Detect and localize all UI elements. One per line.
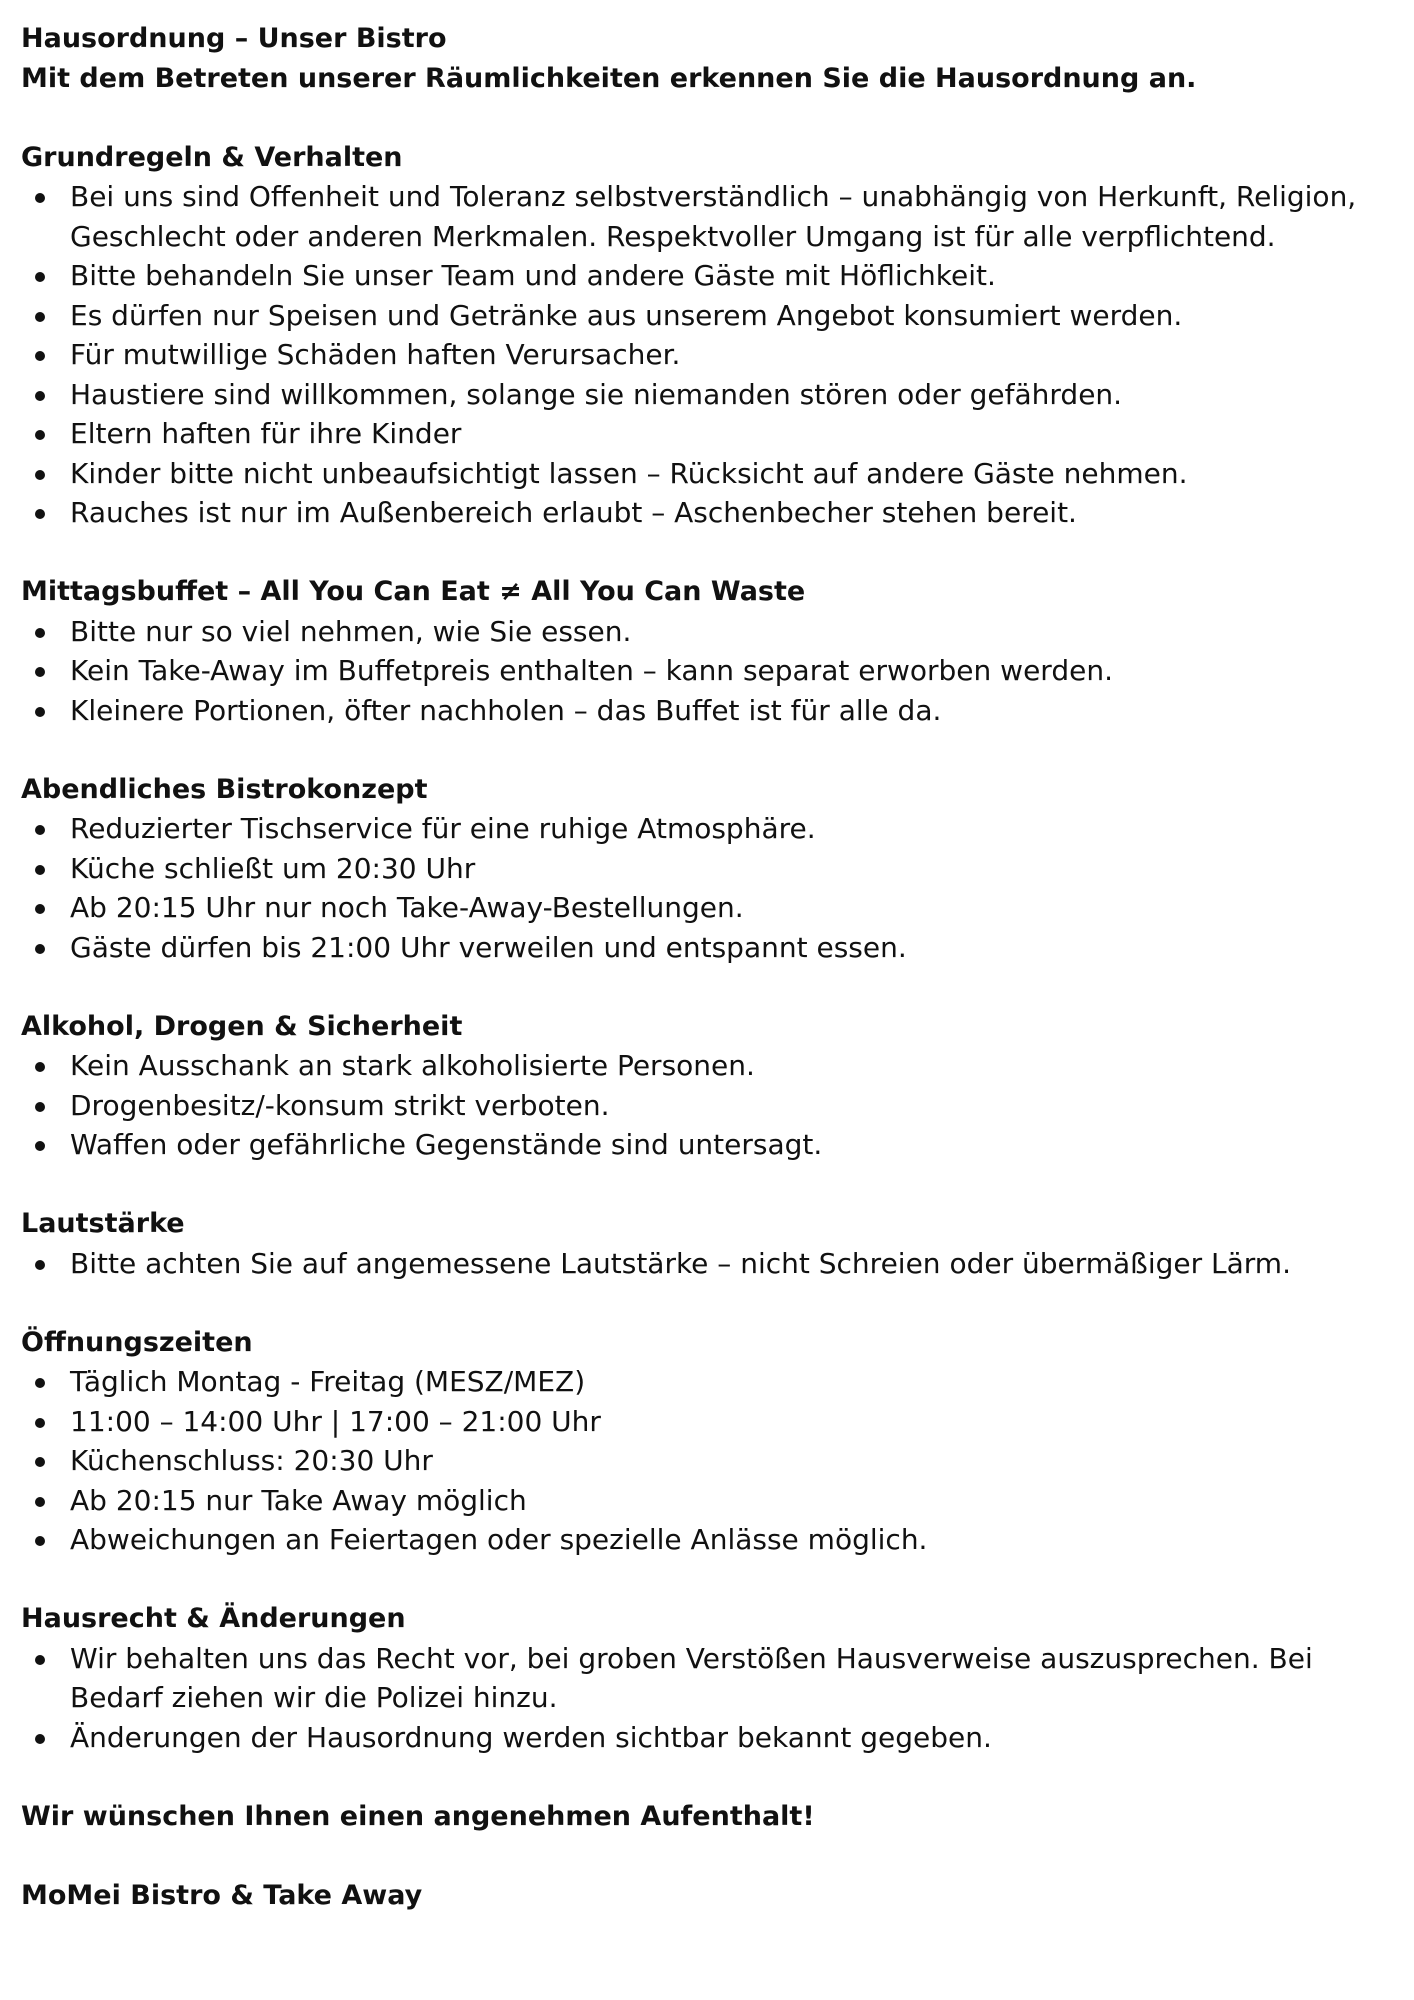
- spacer: [21, 1283, 1394, 1323]
- bullet-icon: [35, 312, 45, 322]
- section-heading: Lautstärke: [21, 1208, 185, 1239]
- list-item: Für mutwillige Schäden haften Verursacher.: [21, 335, 1394, 375]
- section-mittagsbuffet: [21, 572, 1394, 730]
- spacer: [21, 967, 1394, 1007]
- bullet-icon: [35, 1102, 45, 1112]
- list-item: Küche schließt um 20:30 Uhr: [21, 849, 1394, 889]
- section-oeffnungszeiten: [21, 1323, 1394, 1560]
- list-item: Wir behalten uns das Recht vor, bei groben Verstößen Hausverweise auszusprechen. Bei Bedarf ziehen wir die Polizei hinzu.: [21, 1639, 1405, 1718]
- section-heading: Mittagsbuffet – All You Can Eat ≠ All You Can Waste: [21, 576, 806, 607]
- rule-list: [21, 809, 1394, 967]
- signature: MoMei Bistro & Take Away: [21, 1879, 423, 1911]
- bullet-icon: [35, 1141, 45, 1151]
- bullet-icon: [35, 193, 45, 203]
- section-hausrecht: [21, 1599, 1394, 1757]
- bullet-icon: [35, 430, 45, 440]
- list-item: Waffen oder gefährliche Gegenstände sind untersagt.: [21, 1125, 1394, 1165]
- section-heading: Alkohol, Drogen & Sicherheit: [21, 1010, 463, 1042]
- bullet-icon: [35, 1457, 45, 1467]
- list-item: Kein Ausschank an stark alkoholisierte Personen.: [21, 1046, 1394, 1086]
- section-heading: Abendliches Bistrokonzept: [21, 773, 428, 805]
- spacer: [21, 730, 1394, 770]
- list-item: 11:00 – 14:00 Uhr | 17:00 – 21:00 Uhr: [21, 1402, 1394, 1442]
- rule-list: [21, 612, 1394, 731]
- list-item: Es dürfen nur Speisen und Getränke aus unserem Angebot konsumiert werden.: [21, 296, 1394, 336]
- spacer: [21, 1836, 1394, 1876]
- bullet-icon: [35, 1378, 45, 1388]
- list-item: Kein Take-Away im Buffetpreis enthalten – kann separat erworben werden.: [21, 651, 1394, 691]
- list-item: Rauches ist nur im Außenbereich erlaubt – Aschenbecher stehen bereit.: [21, 493, 1394, 533]
- list-item: Bei uns sind Offenheit und Toleranz selbstverständlich – unabhängig von Herkunft, Religion, Geschlecht oder anderen Merkmalen. Respektvoller Umgang ist für alle verpflichtend.: [21, 177, 1405, 256]
- bullet-icon: [35, 667, 45, 677]
- list-item: Abweichungen an Feiertagen oder spezielle Anlässe möglich.: [21, 1520, 1394, 1560]
- spacer: [21, 1165, 1394, 1205]
- rule-list: [21, 1639, 1394, 1758]
- closing-text: Wir wünschen Ihnen einen angenehmen Aufenthalt!: [21, 1800, 815, 1832]
- bullet-icon: [35, 272, 45, 282]
- bullet-icon: [35, 628, 45, 638]
- list-item: Kinder bitte nicht unbeaufsichtigt lassen – Rücksicht auf andere Gäste nehmen.: [21, 454, 1394, 494]
- list-item: Änderungen der Hausordnung werden sichtbar bekannt gegeben.: [21, 1718, 1394, 1758]
- list-item: Eltern haften für ihre Kinder: [21, 414, 1394, 454]
- bullet-icon: [35, 351, 45, 361]
- list-item: Küchenschluss: 20:30 Uhr: [21, 1441, 1394, 1481]
- rule-list: [21, 1244, 1394, 1284]
- section-heading: Grundregeln & Verhalten: [21, 141, 403, 173]
- bullet-icon: [35, 1418, 45, 1428]
- list-item: Kleinere Portionen, öfter nachholen – das Buffet ist für alle da.: [21, 691, 1394, 731]
- list-item: Ab 20:15 nur Take Away möglich: [21, 1481, 1394, 1521]
- section-lautstaerke: [21, 1204, 1394, 1283]
- list-item: Bitte achten Sie auf angemessene Lautstärke – nicht Schreien oder übermäßiger Lärm.: [21, 1244, 1394, 1284]
- spacer: [21, 1560, 1394, 1600]
- bullet-icon: [35, 1655, 45, 1665]
- bullet-icon: [35, 825, 45, 835]
- bullet-icon: [35, 1260, 45, 1270]
- bullet-icon: [35, 944, 45, 954]
- section-abendkonzept: [21, 770, 1394, 968]
- list-item: Reduzierter Tischservice für eine ruhige Atmosphäre.: [21, 809, 1394, 849]
- rule-list: [21, 1046, 1394, 1165]
- bullet-icon: [35, 509, 45, 519]
- list-item: Täglich Montag - Freitag (MESZ/MEZ): [21, 1362, 1394, 1402]
- rule-list: [21, 1362, 1394, 1560]
- document-title: Hausordnung – Unser Bistro: [21, 23, 447, 54]
- list-item: Ab 20:15 Uhr nur noch Take-Away-Bestellungen.: [21, 888, 1394, 928]
- bullet-icon: [35, 904, 45, 914]
- section-grundregeln: [21, 138, 1394, 533]
- bullet-icon: [35, 391, 45, 401]
- bullet-icon: [35, 1062, 45, 1072]
- rule-list: [21, 177, 1394, 533]
- document-intro: Mit dem Betreten unserer Räumlichkeiten erkennen Sie die Hausordnung an.: [21, 62, 1197, 94]
- list-item: Gäste dürfen bis 21:00 Uhr verweilen und entspannt essen.: [21, 928, 1394, 968]
- section-heading: Öffnungszeiten: [21, 1326, 253, 1358]
- bullet-icon: [35, 1497, 45, 1507]
- list-item: Bitte behandeln Sie unser Team und andere Gäste mit Höflichkeit.: [21, 256, 1394, 296]
- bullet-icon: [35, 1536, 45, 1546]
- list-item: Drogenbesitz/-konsum strikt verboten.: [21, 1086, 1394, 1126]
- list-item: Haustiere sind willkommen, solange sie niemanden stören oder gefährden.: [21, 375, 1394, 415]
- bullet-icon: [35, 1734, 45, 1744]
- bullet-icon: [35, 470, 45, 480]
- section-sicherheit: [21, 1007, 1394, 1165]
- list-item: Bitte nur so viel nehmen, wie Sie essen.: [21, 612, 1394, 652]
- bullet-icon: [35, 707, 45, 717]
- spacer: [21, 1757, 1394, 1797]
- section-heading: Hausrecht & Änderungen: [21, 1603, 406, 1634]
- bullet-icon: [35, 865, 45, 875]
- spacer: [21, 98, 1394, 138]
- spacer: [21, 533, 1394, 573]
